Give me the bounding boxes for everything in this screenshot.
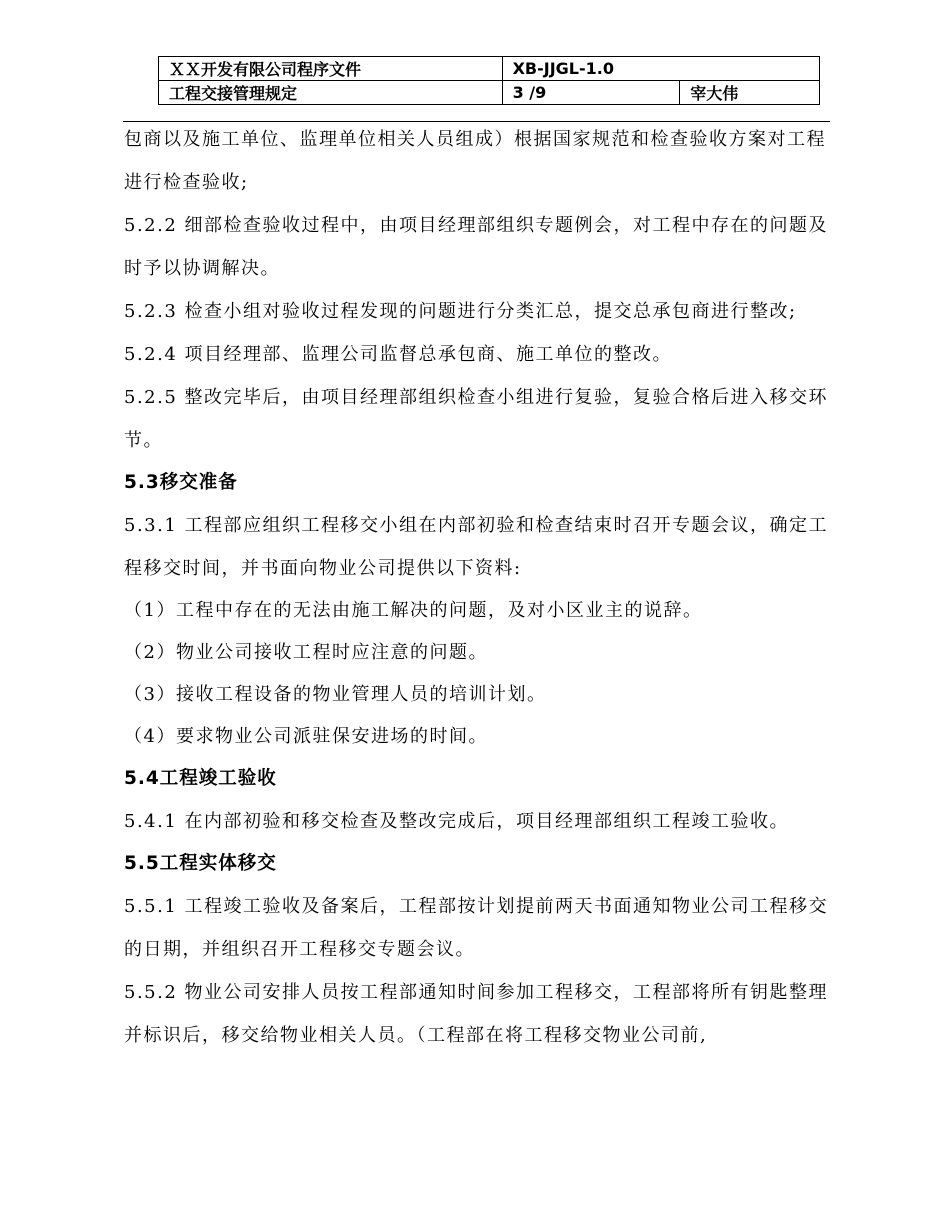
section-heading-5-4: 5.4工程竣工验收 bbox=[124, 768, 277, 789]
paragraph-5-4-1: 5.4.1 在内部初验和移交检查及整改完成后，项目经理部组织工程竣工验收。 bbox=[124, 811, 790, 832]
paragraph-5-5-1: 5.5.1 工程竣工验收及备案后，工程部按计划提前两天书面通知物业公司工程移交的日期，并组织召开工程移交专题会议。 bbox=[124, 896, 829, 960]
page-number: 3 /9 bbox=[502, 81, 680, 105]
paragraph-intro: 包商以及施工单位、监理单位相关人员组成）根据国家规范和检查验收方案对工程进行检查验收; bbox=[124, 129, 826, 193]
paragraph-5-3-1: 5.3.1 工程部应组织工程移交小组在内部初验和检查结束时召开专题会议，确定工程移交时间，并书面向物业公司提供以下资料: bbox=[124, 515, 829, 579]
paragraph-5-2-3: 5.2.3 检查小组对验收过程发现的问题进行分类汇总，提交总承包商进行整改; bbox=[124, 301, 797, 322]
section-heading-5-5: 5.5工程实体移交 bbox=[124, 853, 277, 874]
list-item-3: （3）接收工程设备的物业管理人员的培训计划。 bbox=[124, 684, 547, 705]
section-heading-5-3: 5.3移交准备 bbox=[124, 472, 238, 493]
list-item-4: （4）要求物业公司派驻保安进场的时间。 bbox=[124, 726, 488, 747]
paragraph-5-2-4: 5.2.4 项目经理部、监理公司监督总承包商、施工单位的整改。 bbox=[124, 344, 673, 365]
header-row-2 bbox=[159, 81, 820, 105]
document-header-table bbox=[158, 56, 820, 105]
document-body bbox=[124, 118, 836, 1057]
doc-code: XB-JJGL-1.0 bbox=[502, 57, 819, 81]
paragraph-5-5-2: 5.5.2 物业公司安排人员按工程部通知时间参加工程移交，工程部将所有钥匙整理并标识后，移交给物业相关人员。（工程部在将工程移交物业公司前, bbox=[124, 982, 829, 1046]
header-row-1 bbox=[159, 57, 820, 81]
paragraph-5-2-2: 5.2.2 细部检查验收过程中，由项目经理部组织专题例会，对工程中存在的问题及时予以协调解决。 bbox=[124, 215, 829, 279]
doc-title: 工程交接管理规定 bbox=[159, 81, 503, 105]
company-doc-title: ＸＸ开发有限公司程序文件 bbox=[159, 57, 503, 81]
author-name: 宰大伟 bbox=[680, 81, 820, 105]
list-item-2: （2）物业公司接收工程时应注意的问题。 bbox=[124, 642, 488, 663]
list-item-1: （1）工程中存在的无法由施工解决的问题，及对小区业主的说辞。 bbox=[124, 600, 703, 621]
paragraph-5-2-5: 5.2.5 整改完毕后，由项目经理部组织检查小组进行复验，复验合格后进入移交环节。 bbox=[124, 387, 829, 451]
